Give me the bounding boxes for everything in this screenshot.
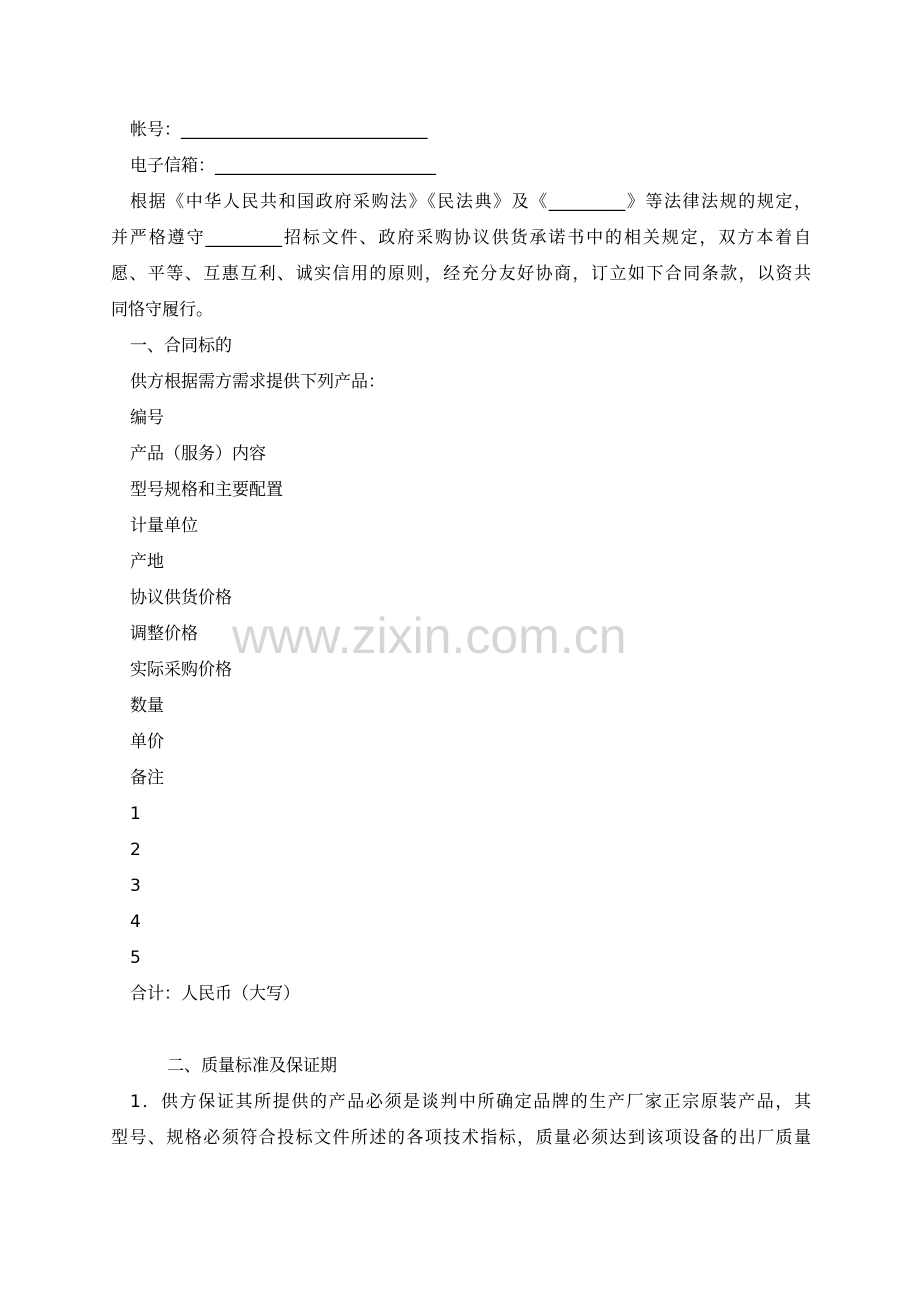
intro-paragraph-line-4: 同恪守履行。 — [111, 300, 213, 320]
table-header-item: 调整价格 — [130, 624, 198, 644]
section2-title: 二、质量标准及保证期 — [167, 1056, 337, 1076]
section1-intro: 供方根据需方需求提供下列产品： — [130, 372, 385, 392]
table-row-number: 1 — [130, 804, 141, 824]
table-header-item: 计量单位 — [130, 516, 198, 536]
intro-paragraph-line-3: 愿、平等、互惠互利、诚实信用的原则，经充分友好协商，订立如下合同条款，以资共 — [111, 264, 811, 284]
table-header-item: 备注 — [130, 768, 164, 788]
table-header-item: 协议供货价格 — [130, 588, 232, 608]
table-row-number: 5 — [130, 948, 141, 968]
section1-title: 一、合同标的 — [130, 336, 232, 356]
table-header-item: 实际采购价格 — [130, 660, 232, 680]
account-line: 帐号：_____________________________ — [130, 120, 428, 140]
table-header-item: 数量 — [130, 696, 164, 716]
section2-item1-line-1: 1．供方保证其所提供的产品必须是谈判中所确定品牌的生产厂家正宗原装产品，其 — [130, 1092, 811, 1112]
watermark: www.zixin.com.cn — [232, 608, 627, 664]
section2-item1-line-2: 型号、规格必须符合投标文件所述的各项技术指标，质量必须达到该项设备的出厂质量 — [111, 1128, 811, 1148]
table-header-item: 单价 — [130, 732, 164, 752]
table-row-number: 3 — [130, 876, 141, 896]
table-header-item: 产地 — [130, 552, 164, 572]
email-line: 电子信箱：__________________________ — [130, 156, 436, 176]
table-row-number: 4 — [130, 912, 141, 932]
total-line: 合计：人民币（大写） — [130, 984, 300, 1004]
intro-paragraph-line-1: 根据《中华人民共和国政府采购法》《民法典》及《_________》等法律法规的规定， — [130, 192, 811, 212]
table-header-item: 产品（服务）内容 — [130, 444, 266, 464]
table-header-item: 编号 — [130, 408, 164, 428]
intro-paragraph-line-2: 并严格遵守_________招标文件、政府采购协议供货承诺书中的相关规定，双方本着自 — [111, 228, 811, 248]
table-header-item: 型号规格和主要配置 — [130, 480, 283, 500]
table-row-number: 2 — [130, 840, 141, 860]
